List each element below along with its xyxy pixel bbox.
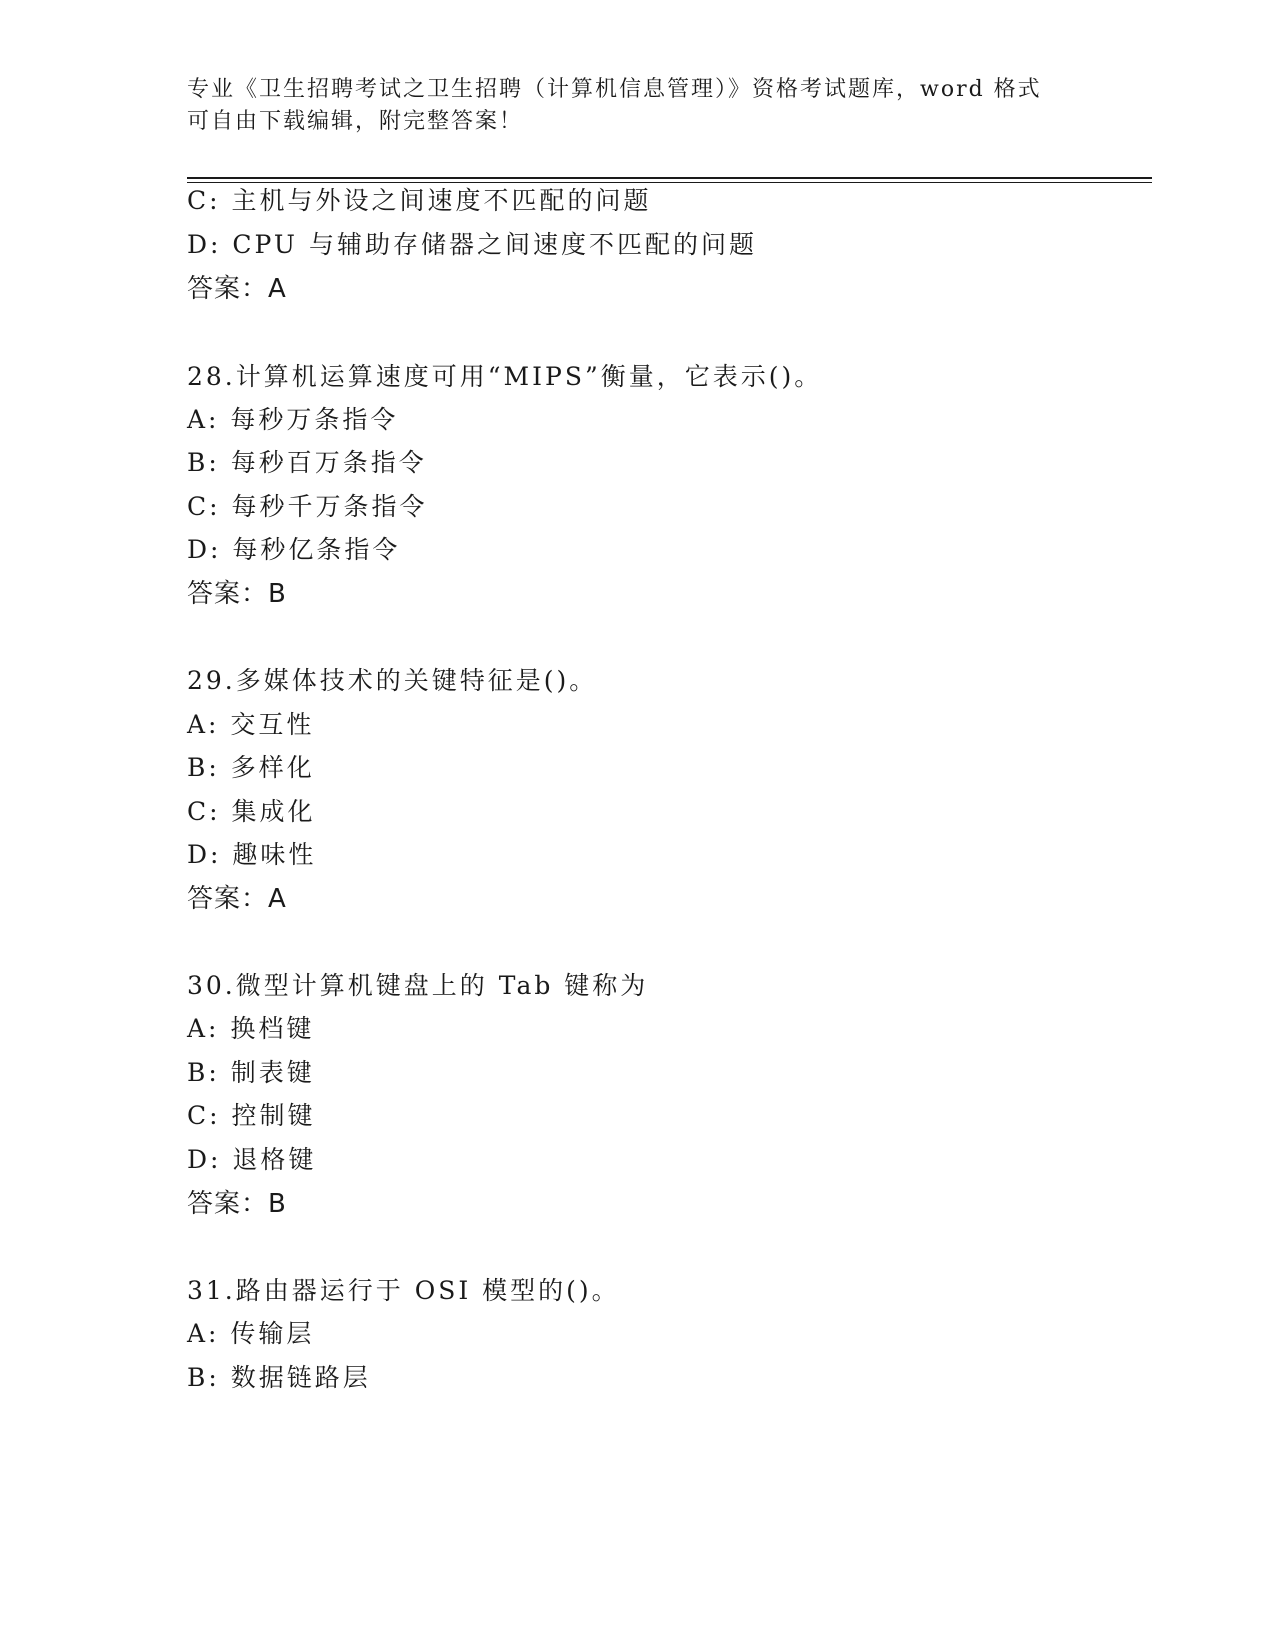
q31-question: 31.路由器运行于 OSI 模型的()。 bbox=[187, 1276, 620, 1305]
document-header bbox=[187, 74, 1087, 138]
q30-question: 30.微型计算机键盘上的 Tab 键称为 bbox=[187, 971, 649, 1000]
q29-answer: 答案：A bbox=[187, 884, 287, 914]
header-line-2: 可自由下载编辑，附完整答案！ bbox=[187, 109, 524, 134]
q28-option-b: B: 每秒百万条指令 bbox=[187, 448, 427, 477]
q29-option-c: C: 集成化 bbox=[187, 797, 316, 826]
q27-option-c: C: 主机与外设之间速度不匹配的问题 bbox=[187, 186, 652, 215]
q30-option-d: D: 退格键 bbox=[187, 1145, 317, 1174]
q27-option-d: D: CPU 与辅助存储器之间速度不匹配的问题 bbox=[187, 230, 757, 259]
q30-option-a: A: 换档键 bbox=[187, 1014, 315, 1043]
q31-option-a: A: 传输层 bbox=[187, 1319, 315, 1348]
header-line-1: 专业《卫生招聘考试之卫生招聘（计算机信息管理）》资格考试题库，word 格式 bbox=[187, 77, 1042, 102]
q31-option-b: B: 数据链路层 bbox=[187, 1363, 371, 1392]
q27-answer: 答案：A bbox=[187, 274, 287, 304]
q30-option-b: B: 制表键 bbox=[187, 1058, 315, 1087]
q28-option-c: C: 每秒千万条指令 bbox=[187, 492, 428, 521]
q29-option-d: D: 趣味性 bbox=[187, 840, 317, 869]
q29-option-a: A: 交互性 bbox=[187, 710, 315, 739]
q28-question: 28.计算机运算速度可用“MIPS”衡量，它表示()。 bbox=[187, 362, 823, 391]
q30-answer: 答案：B bbox=[187, 1189, 287, 1219]
q30-option-c: C: 控制键 bbox=[187, 1101, 316, 1130]
q29-question: 29.多媒体技术的关键特征是()。 bbox=[187, 666, 598, 695]
q28-answer: 答案：B bbox=[187, 579, 287, 609]
q28-option-d: D: 每秒亿条指令 bbox=[187, 535, 401, 564]
header-divider-thin bbox=[187, 182, 1152, 183]
header-divider-thick bbox=[187, 177, 1152, 179]
q28-option-a: A: 每秒万条指令 bbox=[187, 405, 399, 434]
q29-option-b: B: 多样化 bbox=[187, 753, 315, 782]
